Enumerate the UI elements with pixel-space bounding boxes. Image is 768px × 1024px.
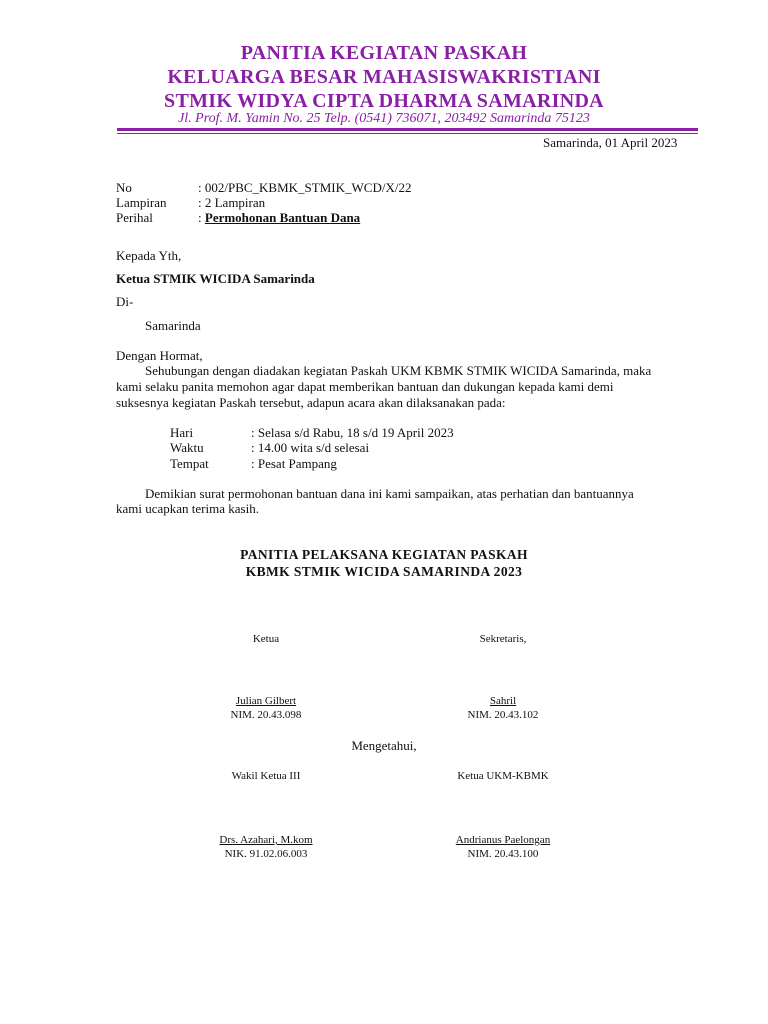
chair-id: NIM. 20.43.098 [230,709,302,721]
recipient-name: Ketua STMIK WICIDA Samarinda [116,271,315,286]
subject-colon: : [198,210,202,225]
chair-name: Julian Gilbert [235,695,297,707]
schedule-day-value: : Selasa s/d Rabu, 18 s/d 19 April 2023 [251,425,454,440]
schedule-time-value: : 14.00 wita s/d selesai [251,440,370,455]
schedule-time-label: Waktu [170,440,204,455]
number-value: : 002/PBC_KBMK_STMIK_WCD/X/22 [198,180,412,195]
vice-chair-name: Drs. Azahari, M.kom [219,834,313,846]
vice-chair-id: NIK. 91.02.06.003 [224,848,308,860]
salutation: Dengan Hormat, [116,348,203,363]
acknowledged-label: Mengetahui, [351,738,417,753]
letterhead-address: Jl. Prof. M. Yamin No. 25 Telp. (0541) 736071, 203492 Samarinda 75123 [178,111,590,126]
letterhead-line-3: STMIK WIDYA CIPTA DHARMA SAMARINDA [164,90,604,112]
schedule-place-label: Tempat [170,456,209,471]
ukm-chair-name: Andrianus Paelongan [455,834,551,846]
recipient-city: Samarinda [145,318,201,333]
secretary-id: NIM. 20.43.102 [467,709,539,721]
schedule-day-label: Hari [170,425,194,440]
subject-value: Permohonan Bantuan Dana [204,210,361,225]
ukm-chair-id: NIM. 20.43.100 [467,848,539,860]
letterhead-divider-thick [117,128,698,131]
secretary-role: Sekretaris, [479,633,527,645]
secretary-name: Sahril [489,695,517,707]
committee-title-1: PANITIA PELAKSANA KEGIATAN PASKAH [240,547,528,562]
subject-value-row [198,210,360,225]
closing-line-1: Demikian surat permohonan bantuan dana ini kami sampaikan, atas perhatian dan bantuannya [145,486,634,501]
paragraph-1-line-1: Sehubungan dengan diadakan kegiatan Paskah UKM KBMK STMIK WICIDA Samarinda, maka [145,363,652,378]
chair-role: Ketua [252,633,280,645]
number-label: No [116,180,132,195]
closing-line-2: kami ucapkan terima kasih. [116,501,259,516]
attachment-value: : 2 Lampiran [198,195,266,210]
subject-label: Perihal [116,210,153,225]
attachment-label: Lampiran [116,195,167,210]
letter-date: Samarinda, 01 April 2023 [543,135,678,150]
paragraph-1-line-2: kami selaku panita memohon agar dapat memberikan bantuan dan dukungan kepada kami demi [116,379,614,394]
recipient-di: Di- [116,294,134,309]
recipient-greeting: Kepada Yth, [116,248,182,263]
committee-title-2: KBMK STMIK WICIDA SAMARINDA 2023 [245,564,523,579]
ukm-chair-role: Ketua UKM-KBMK [457,770,549,782]
letterhead-divider-thin [117,133,698,134]
vice-chair-role: Wakil Ketua III [231,770,301,782]
letterhead-line-1: PANITIA KEGIATAN PASKAH [240,42,528,64]
paragraph-1-line-3: suksesnya kegiatan Paskah tersebut, adapun acara akan dilaksanakan pada: [116,395,506,410]
letterhead-line-2: KELUARGA BESAR MAHASISWAKRISTIANI [167,66,601,88]
schedule-place-value: : Pesat Pampang [251,456,337,471]
